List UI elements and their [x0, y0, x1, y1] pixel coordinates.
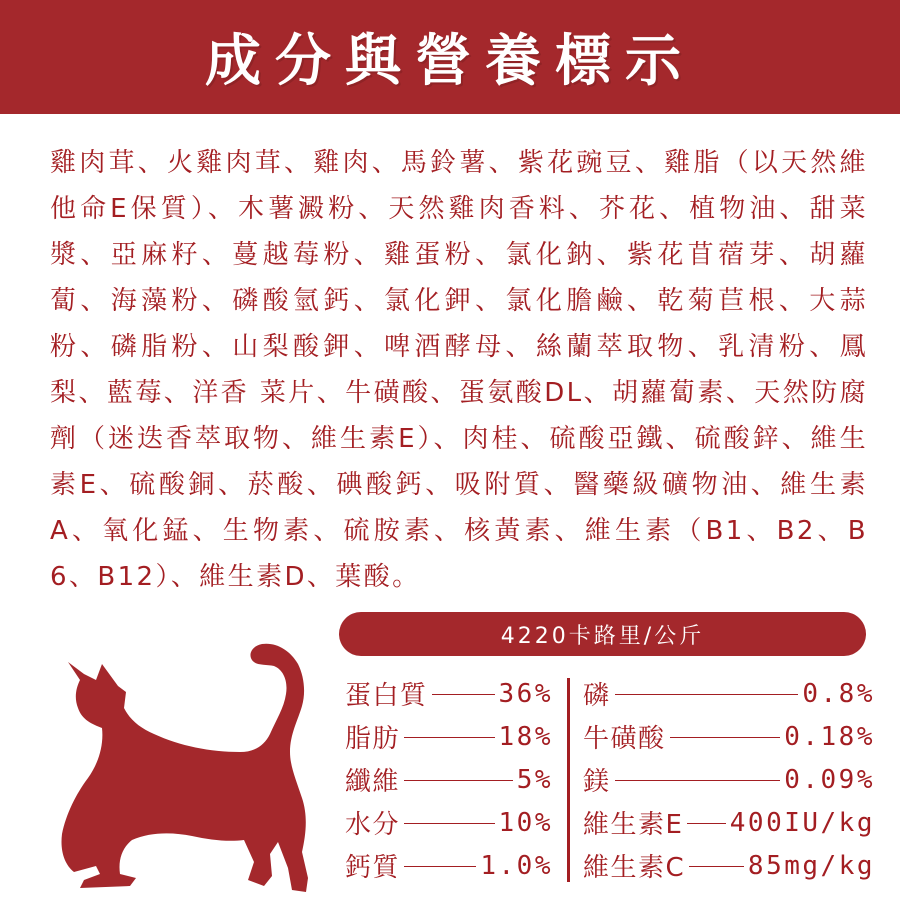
cat-silhouette-icon [40, 628, 340, 903]
nutrition-column-left [345, 672, 553, 887]
nutrient-name: 牛磺酸 [583, 724, 666, 754]
leader-line [615, 780, 781, 782]
leader-line [404, 823, 495, 825]
nutrient-name: 維生素C [583, 853, 686, 883]
nutrient-row [583, 715, 875, 758]
nutrient-value: 18% [498, 721, 553, 752]
ingredients-list: 雞肉茸、火雞肉茸、雞肉、馬鈴薯、紫花豌豆、雞脂（以天然維他命E保質）、木薯澱粉、天然雞肉香料、芥花、植物油、甜菜漿、亞麻籽、蔓越莓粉、雞蛋粉、氯化鈉、紫花苜蓿芽、胡蘿蔔、海藻粉、磷酸氫鈣、氯化鉀、氯化膽鹼、乾菊苣根、大蒜粉、磷脂粉、山梨酸鉀、啤酒酵母、絲蘭萃取物、乳清粉、鳳梨、藍莓、洋香 菜片、牛磺酸、蛋氨酸DL、胡蘿蔔素、天然防腐劑（迷迭香萃取物、維生素E）、肉桂、硫酸亞鐵、硫酸鋅、維生素E、硫酸銅、菸酸、碘酸鈣、吸附質、醫藥級礦物油、維生素A、氧化錳、生物素、硫胺素、核黃素、維生素（B1、B2、B6、B12）、維生素D、葉酸。 [50, 148, 868, 592]
nutrient-value: 36% [498, 678, 553, 709]
leader-line [615, 694, 799, 696]
nutrient-value: 10% [498, 807, 553, 838]
nutrient-value: 85mg/kg [747, 850, 875, 881]
nutrient-name: 磷 [583, 681, 611, 711]
leader-line [687, 823, 725, 825]
nutrient-name: 鈣質 [345, 853, 401, 883]
nutrient-row [345, 844, 553, 887]
nutrient-row [345, 758, 553, 801]
nutrition-table [345, 672, 875, 892]
nutrient-value: 0.8% [802, 678, 875, 709]
leader-line [404, 737, 495, 739]
nutrient-row [345, 801, 553, 844]
page-title: 成分與營養標示 [205, 29, 695, 94]
nutrient-row [583, 801, 875, 844]
leader-line [404, 866, 476, 868]
nutrient-name: 鎂 [583, 767, 611, 797]
nutrition-column-right [583, 672, 875, 887]
nutrient-name: 纖維 [345, 767, 401, 797]
header-banner [0, 0, 900, 114]
nutrient-value: 400IU/kg [729, 807, 875, 838]
nutrient-row [345, 672, 553, 715]
nutrient-row [583, 844, 875, 887]
nutrient-name: 脂肪 [345, 724, 401, 754]
leader-line [432, 694, 495, 696]
nutrient-name: 維生素E [583, 810, 684, 840]
nutrient-row [345, 715, 553, 758]
leader-line [689, 866, 744, 868]
nutrient-value: 1.0% [480, 850, 553, 881]
nutrient-value: 0.18% [784, 721, 875, 752]
nutrient-name: 水分 [345, 810, 401, 840]
nutrient-row [583, 758, 875, 801]
nutrient-value: 0.09% [784, 764, 875, 795]
nutrient-name: 蛋白質 [345, 681, 428, 711]
nutrient-row [583, 672, 875, 715]
calorie-badge [339, 612, 866, 656]
column-divider [567, 678, 570, 882]
leader-line [670, 737, 781, 739]
calorie-label: 4220卡路里/公斤 [500, 623, 705, 649]
nutrient-value: 5% [516, 764, 553, 795]
leader-line [404, 780, 513, 782]
